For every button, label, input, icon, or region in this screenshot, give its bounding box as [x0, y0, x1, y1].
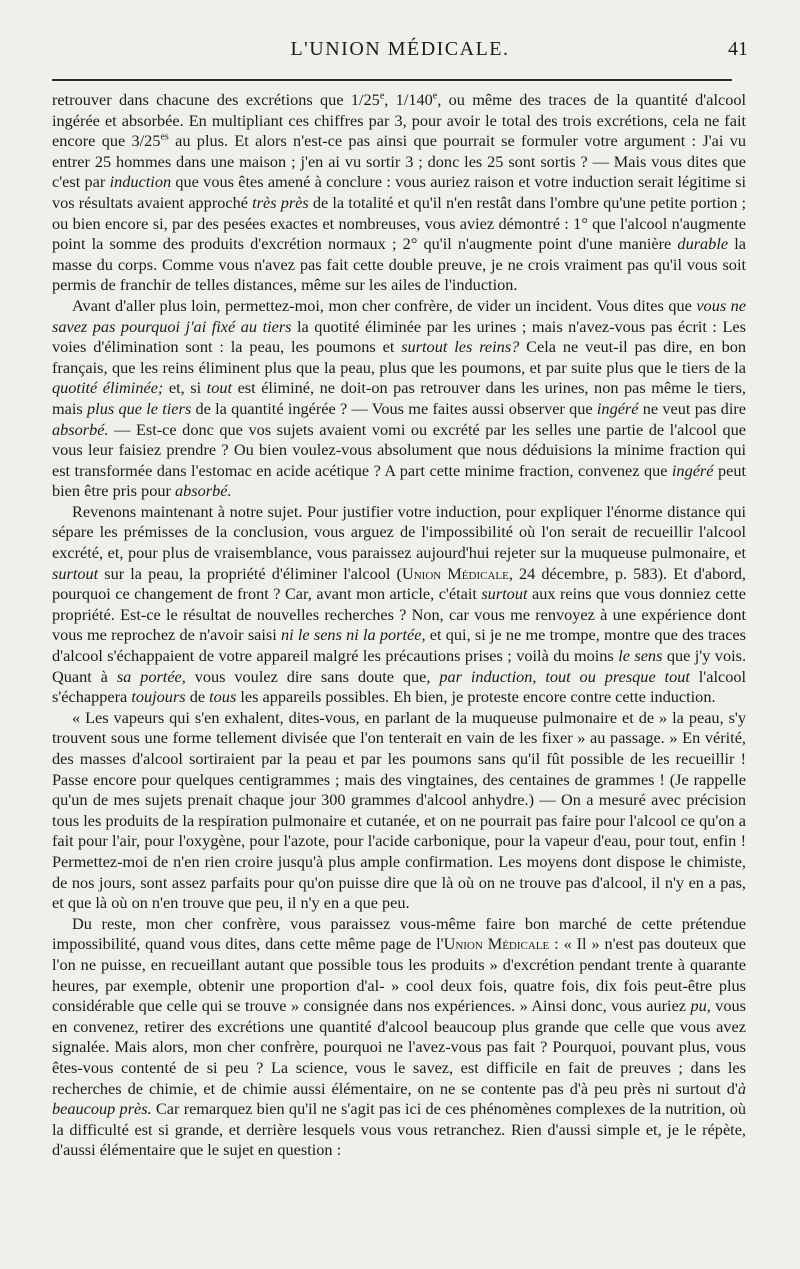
page-number: 41	[728, 38, 748, 60]
italic-text: le sens	[618, 646, 663, 666]
text-run: et, si	[163, 378, 207, 398]
paragraph	[52, 90, 746, 296]
italic-text: plus que le tiers	[87, 398, 192, 418]
text-run: — Est-ce donc que vos sujets avaient vomi ou excrété par les selles une partie de l'alcool que vous leur faisiez prendre ? Ou bien voulez-vous absolument que nous déduisions la minime fraction qui est transformée dans l'estomac en acide acétique ? A part cette minime fraction, convenez que	[52, 419, 746, 480]
text-run: Revenons maintenant à notre sujet. Pour justifier votre induction, pour expliquer l'énorme distance qui sépare les prémisses de la conclusion, vous arguez de l'impossibilité où l'on serait de recueillir l'alcool excrété, et, pour plus de vraisemblance, vous paraissez aujourd'hui rejeter sur la muqueuse pulmonaire, et	[52, 501, 746, 563]
italic-text: induction	[109, 172, 172, 192]
text-run: « Les vapeurs qui s'en exhalent, dites-vous, en parlant de la muqueuse pulmonaire et de » la peau, s'y trouvent sous une forme tellement divisée que l'on tenterait en vain de les fixer » au passage. » En vérité, des masses d'alcool sortiraient par la peau et par les poumons sans qu'il fût possible de les recueillir ! Passe encore pour quelques centigrammes ; mais des vingtaines, des centaines de grammes ! (Je rappelle qu'un de mes sujets prenait chaque jour 300 grammes d'alcool anhydre.) — On a mesuré avec précision tous les produits de la respiration pulmonaire et cutanée, et on ne pourrait pas faire pour l'alcool ce qu'on a fait pour l'air, pour l'oxygène, pour l'azote, pour l'acide carbonique, pour la vapeur d'eau, pour tout, enfin ! Permettez-moi de n'en rien croire jusqu'à plus ample confirmation. Les moyens dont dispose le chimiste, de nos jours, sont assez parfaits pour qu'on puisse dire que là où on ne trouve pas d'alcool, il n'y en a pas, et que là où on n'en trouve que peu, il n'y en a que peu.	[52, 707, 746, 913]
text-run: est éliminé, ne doit-on pas retrouver dans les urines, non pas même le tiers, mais	[52, 378, 747, 418]
header-rule	[52, 79, 732, 81]
small-caps-text: Union Médicale	[443, 934, 550, 954]
running-head: L'UNION MÉDICALE.	[290, 38, 510, 60]
text-run: Cela ne veut-il pas dire, en bon français, que les reins éliminent plus que la peau, plus que les poumons, et par suite plus que le tiers de la	[52, 337, 746, 377]
text-run: de la totalité et qu'il n'en restât dans l'ombre qu'une petite portion ; ou bien encore si, par des pesées exactes et nombreuses, vous aviez démontré : 1° que l'alcool n'augmente point la somme des produits d'excrétion normaux ; 2° qu'il n'augmente point d'une manière	[52, 192, 747, 254]
italic-text: tous	[209, 687, 237, 707]
text-run: l'alcool s'échappera	[52, 666, 747, 707]
text-run: aux reins que vous donniez cette propriété. Est-ce le résultat de nouvelles recherches ? Non, car vous me renvoyez à une expérience dont vous me reprochez de n'avoir saisi	[52, 584, 746, 645]
superscript: es	[160, 131, 169, 143]
italic-text: sa portée,	[116, 666, 186, 686]
text-run: la masse du corps. Comme vous n'avez pas fait cette double preuve, je ne crois vraiment pas qu'il vous soit permis de franchir de telles distances, même sur les ailes de l'induction.	[52, 234, 746, 295]
italic-text: vous ne savez pas pourquoi j'ai fixé au tiers	[52, 295, 747, 336]
text-run: que vous êtes amené à conclure : vous auriez raison et votre induction serait légitime si vos résultats avaient approché	[52, 172, 746, 212]
text-run: la quotité éliminée par les urines ; mais n'avez-vous pas écrit : Les voies d'élimination sont : la peau, les poumons et	[52, 316, 746, 357]
italic-text: absorbé.	[174, 481, 232, 501]
paragraph	[52, 708, 746, 914]
small-caps-text: Union Médicale	[401, 563, 509, 583]
superscript: e	[379, 90, 385, 102]
text-run: sur la peau, la propriété d'éliminer l'alcool (	[98, 563, 402, 583]
text-run: et qui, si je ne me trompe, montre que des traces d'alcool s'échappaient de votre appareil malgré les précautions prises ; voilà du moins	[52, 625, 746, 666]
text-run: Avant d'aller plus loin, permettez-moi, mon cher confrère, de vider un incident. Vous dites que	[72, 295, 697, 315]
italic-text: surtout les reins?	[401, 337, 520, 357]
text-run: les appareils possibles. Eh bien, je proteste encore contre cette induction.	[236, 687, 716, 707]
italic-text: ni le sens ni la portée,	[281, 625, 426, 645]
text-run: : « Il » n'est pas douteux que l'on ne puisse, en recueillant autant que possible tous les produits » d'excrétion pendant trente à quarante heures, par exemple, obtenir une proportion d'al- » cool deux fois, quatre fois, dix fois peut-être plus considérable que celle qui se trouve » consignée dans nos expériences. » Ainsi donc, vous auriez	[52, 934, 747, 1016]
paragraph	[52, 914, 746, 1161]
text-run: , 1/140	[384, 90, 433, 109]
text-run: , 24 décembre, p. 583). Et d'abord, pourquoi ce changement de front ? Car, avant mon article, c'était	[52, 563, 746, 604]
italic-text: tout	[206, 378, 233, 398]
italic-text: par induction, tout ou presque tout	[439, 666, 690, 686]
text-run: vous voulez dire sans doute que,	[185, 666, 440, 686]
text-run: Du reste, mon cher confrère, vous paraissez vous-même faire bon marché de cette prétendue impossibilité, quand vous dites, dans cette même page de l'	[52, 913, 746, 954]
italic-text: absorbé.	[52, 419, 109, 439]
paragraph	[52, 296, 746, 502]
page-header	[0, 38, 800, 68]
text-run: vous en convenez, retirer des excrétions une quantité d'alcool beaucoup plus grande que celle que vous avez signalée. Mais alors, mon cher confrère, pourquoi ne l'avez-vous pas fait ? Pourquoi, pouvant plus, vous êtes-vous contenté de si peu ? La science, vous le savez, est difficile en fait de preuves ; dans les recherches de chimie, et de chimie aussi élémentaire, on ne se contente pas d'à peu près ni surtout d'	[52, 996, 746, 1098]
superscript: e	[432, 90, 438, 102]
paragraph	[52, 502, 746, 708]
italic-text: à beaucoup près.	[52, 1078, 746, 1119]
italic-text: surtout	[52, 563, 99, 583]
text-run: de la quantité ingérée ? — Vous me faites aussi observer que	[191, 398, 597, 418]
italic-text: ingéré	[671, 460, 714, 480]
italic-text: surtout	[481, 584, 528, 604]
italic-text: ingéré	[596, 398, 639, 418]
italic-text: pu,	[690, 996, 711, 1016]
text-run: peut bien être pris pour	[52, 460, 746, 501]
text-run: de	[185, 687, 210, 707]
text-run: au plus. Et alors n'est-ce pas ainsi que pourrait se formuler votre argument : J'ai vu entrer 25 hommes dans une maison ; j'en ai vu sortir 3 ; donc les 25 sont sortis ? — Mais vous dites que c'est par	[52, 131, 747, 192]
italic-text: toujours	[131, 687, 186, 707]
text-run: ne veut pas dire	[638, 398, 746, 418]
text-run: , ou même des traces de la quantité d'alcool ingérée et absorbée. En multipliant ces chiffres par 3, pour avoir le total des trois excrétions, cela ne fait encore que 3/25	[52, 90, 746, 151]
text-run: que j'y vois. Quant à	[52, 646, 747, 686]
text-run: retrouver dans chacune des excrétions que 1/25	[52, 90, 380, 109]
italic-text: très près	[252, 192, 309, 212]
text-run: Car remarquez bien qu'il ne s'agit pas ici de ces phénomènes complexes de la nutrition, où la difficulté est si grande, et derrière lesquels vous vous retranchez. Rien d'aussi simple et, je le répète, d'aussi élémentaire que le sujet en question :	[52, 1099, 746, 1160]
italic-text: durable	[677, 234, 729, 254]
article-body	[52, 90, 746, 1161]
italic-text: quotité éliminée;	[52, 378, 164, 398]
